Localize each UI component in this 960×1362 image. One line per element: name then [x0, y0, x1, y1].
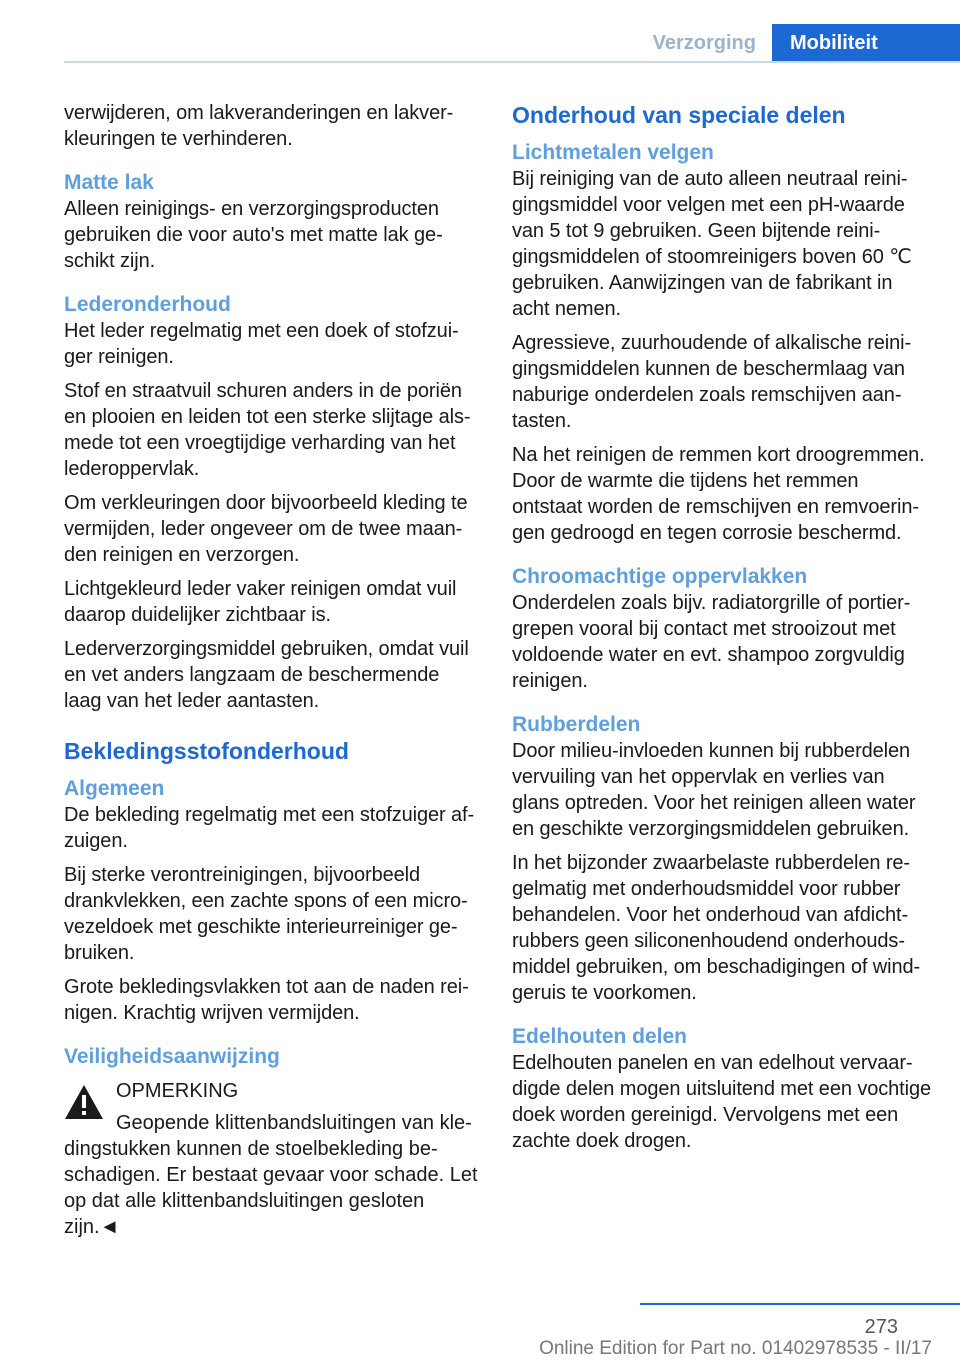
paragraph: Edelhouten panelen en van edelhout vervaardigde delen mogen uitsluitend met een vochtige doek worden gereinigd. Vervolgens met een zachte doek drogen.	[512, 1052, 932, 1152]
section-title-lichtmetalen-velgen: Lichtmetalen velgen	[512, 141, 714, 164]
left-column	[64, 100, 480, 1240]
section-title-edelhouten-delen: Edelhouten delen	[512, 1025, 688, 1048]
section-title-matte-lak: Matte lak	[64, 171, 154, 194]
page-number: 273	[864, 1316, 898, 1338]
header-tabs	[637, 24, 960, 62]
paragraph: Bij reiniging van de auto alleen neutraal reinigingsmiddel voor velgen met een pH-waarde van 5 tot 9 gebruiken. Geen bijtende reinigingsmiddelen of stoomreinigers boven 60 ℃ gebruiken. Aanwijzingen van de fabrikant in acht nemen.	[512, 168, 912, 320]
section-title-algemeen: Algemeen	[64, 777, 165, 800]
section-title-lederonderhoud: Lederonderhoud	[64, 293, 231, 316]
paragraph: Door milieu-invloeden kunnen bij rubberdelen vervuiling van het oppervlak en verlies van glans optreden. Voor het reinigen alleen water en geschikte verzorgingsmiddelen gebruiken.	[512, 740, 916, 840]
paragraph: Lederverzorgingsmiddel gebruiken, omdat vuil en vet anders langzaam de beschermende laag van het leder aantasten.	[64, 638, 469, 712]
section-title-bekleding: Bekledingsstofonderhoud	[64, 738, 349, 764]
paragraph: Stof en straatvuil schuren anders in de poriën en plooien en leiden tot een sterke slijtage alsmede tot een vroegtijdige verharding van het lederoppervlak.	[64, 380, 471, 480]
paragraph: Grote bekledingsvlakken tot aan de naden reinigen. Krachtig wrijven vermijden.	[64, 976, 469, 1024]
paragraph: Lichtgekleurd leder vaker reinigen omdat vuil daarop duidelijker zichtbaar is.	[64, 578, 457, 626]
paragraph: Bij sterke verontreinigingen, bijvoorbeeld drankvlekken, een zachte spons of een microvezeldoek met geschikte interieurreiniger gebruiken.	[64, 864, 468, 964]
tab-mobiliteit[interactable]: Mobiliteit	[772, 24, 960, 62]
tab-verzorging[interactable]: Verzorging	[652, 32, 756, 54]
paragraph: verwijderen, om lakveranderingen en lakverkleuringen te verhinderen.	[64, 102, 454, 150]
paragraph: Na het reinigen de remmen kort droogremmen. Door de warmte die tijdens het remmen ontstaat worden de remschijven en remvoeringen gedroogd en tegen corrosie beschermd.	[512, 444, 925, 544]
paragraph: In het bijzonder zwaarbelaste rubberdelen regelmatig met onderhoudsmiddel voor rubber behandelen. Voor het onderhoud van afdichtrubbers geen siliconenhoudend onderhoudsmiddel gebruiken, om beschadigingen of windgeruis te voorkomen.	[512, 852, 921, 1004]
right-column	[512, 100, 932, 1162]
paragraph: Alleen reinigings- en verzorgingsproducten gebruiken die voor auto's met matte lak geschikt zijn.	[64, 198, 443, 272]
warning-triangle-icon	[64, 1084, 104, 1120]
section-title-speciale-delen: Onderhoud van speciale delen	[512, 102, 846, 128]
paragraph: Onderdelen zoals bijv. radiatorgrille of portiergrepen vooral bij contact met strooizout met voldoende water en evt. shampoo zorgvuldig reinigen.	[512, 592, 911, 692]
paragraph: Agressieve, zuurhoudende of alkalische reinigingsmiddelen kunnen de beschermlaag van naburige onderdelen zoals remschijven aantasten.	[512, 332, 912, 432]
header-divider	[64, 61, 960, 63]
warning-notice	[64, 1078, 480, 1240]
section-title-rubberdelen: Rubberdelen	[512, 713, 641, 736]
section-title-chroom: Chroomachtige oppervlakken	[512, 565, 808, 588]
paragraph: Het leder regelmatig met een doek of stofzuiger reinigen.	[64, 320, 459, 368]
warning-heading: OPMERKING	[116, 1080, 239, 1102]
footer-divider	[640, 1303, 960, 1305]
paragraph: De bekleding regelmatig met een stofzuiger afzuigen.	[64, 804, 475, 852]
warning-text: Geopende klittenbandsluitingen van kledingstukken kunnen de stoelbekleding beschadigen. Er bestaat gevaar voor schade. Let op dat alle klittenbandsluitingen gesloten zijn.◄	[64, 1112, 478, 1238]
edition-label: Online Edition for Part no. 01402978535 - II/17	[539, 1338, 932, 1359]
paragraph: Om verkleuringen door bijvoorbeeld kleding te vermijden, leder ongeveer om de twee maanden reinigen en verzorgen.	[64, 492, 468, 566]
section-title-veiligheid: Veiligheidsaanwijzing	[64, 1045, 280, 1068]
